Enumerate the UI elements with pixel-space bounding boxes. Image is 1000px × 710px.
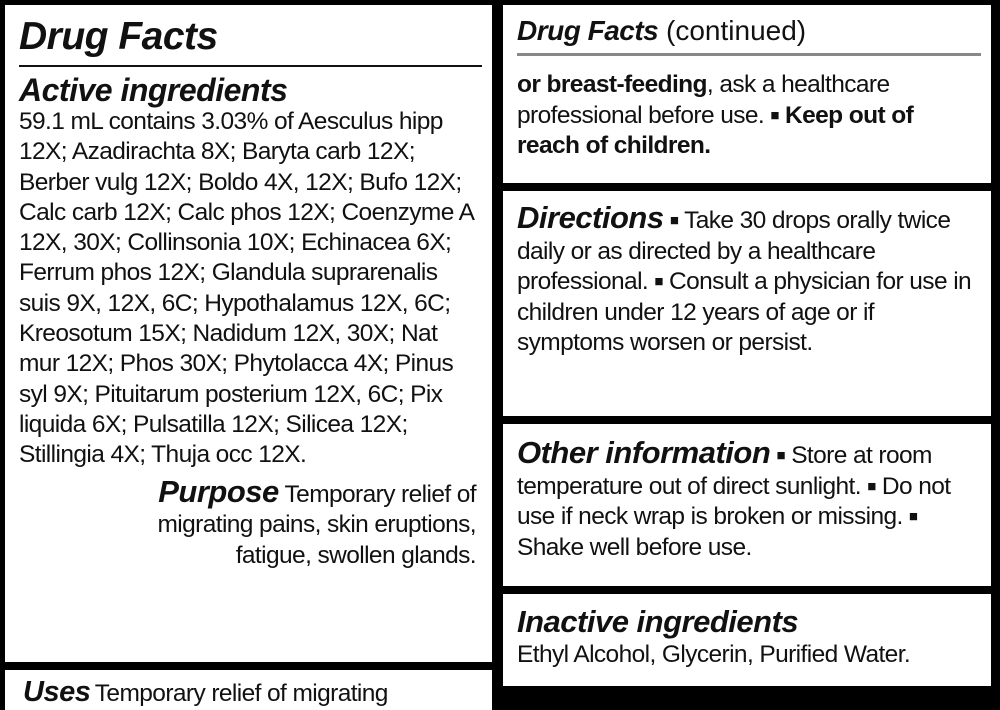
bullet-icon: ■: [669, 212, 679, 229]
directions-item-1: Take 30 drops orally twice daily or as directed by a healthcare professional.: [517, 207, 951, 295]
bullet-icon: ■: [654, 273, 663, 290]
continued-header: [517, 13, 981, 49]
directions-item-2: Consult a physician for use in children under 12 years of age or if symptoms worsen or persist.: [517, 268, 972, 356]
drug-facts-left-panel: [5, 5, 492, 662]
inactive-ingredients-text: Ethyl Alcohol, Glycerin, Purified Water.: [517, 641, 911, 668]
continued-panel: [503, 5, 991, 183]
bullet-icon: ■: [908, 508, 918, 525]
other-item-3: Shake well before use.: [517, 533, 752, 561]
inactive-ingredients-heading: Inactive ingredients: [517, 604, 799, 639]
uses-heading: Uses: [23, 676, 91, 708]
other-information-text: [517, 435, 981, 563]
warnings-text: [517, 70, 981, 162]
uses-panel: [5, 670, 492, 710]
drug-facts-title: Drug Facts: [19, 15, 218, 58]
purpose-text: Temporary relief of migrating pains, skin eruptions, fatigue, swollen glands.: [157, 480, 476, 569]
continued-rule: [517, 53, 981, 56]
purpose-heading: Purpose: [158, 473, 279, 509]
directions-panel: [503, 191, 991, 416]
warnings-bold-end: Keep out of reach of children.: [517, 101, 914, 159]
continued-suffix: (continued): [666, 15, 807, 46]
warnings-middle: , ask a healthcare professional before use.: [517, 71, 890, 129]
purpose-block: [19, 473, 482, 572]
active-ingredients-text: 59.1 mL contains 3.03% of Aesculus hipp 12X; Azadirachta 8X; Baryta carb 12X; Berber vulg 12X; Boldo 4X, 12X; Bufo 12X; Calc carb 12X; Calc phos 12X; Coenzyme A 12X, 30X; Collinsonia 10X; Echinacea 6X; Ferrum phos 12X; Glandula suprarenalis suis 9X, 12X, 6C; Hypothalamus 12X, 6C; Kreosotum 15X; Nadidum 12X, 30X; Nat mur 12X; Phos 30X; Phytolacca 4X; Pinus syl 9X; Pituitarum posterium 12X, 6C; Pix liquida 6X; Pulsatilla 12X; Silicea 12X; Stillingia 4X; Thuja occ 12X.: [19, 108, 474, 469]
continued-title: Drug Facts: [517, 15, 659, 46]
directions-heading: Directions: [517, 200, 664, 235]
uses-text: Temporary relief of migrating: [94, 680, 388, 707]
warnings-bold-start: or breast-feeding: [517, 71, 707, 98]
active-ingredients-heading: Active ingredients: [19, 72, 288, 108]
bullet-icon: ■: [770, 106, 779, 124]
other-item-2: Do not use if neck wrap is broken or missing.: [517, 472, 951, 530]
bullet-icon: ■: [776, 447, 785, 464]
other-information-heading: Other information: [517, 435, 771, 470]
other-information-panel: [503, 424, 991, 586]
directions-text: [517, 200, 981, 359]
bullet-icon: ■: [867, 477, 876, 495]
inactive-ingredients-panel: [503, 594, 991, 686]
title-rule: [19, 65, 482, 67]
other-item-1: Store at room temperature out of direct sunlight.: [517, 442, 932, 500]
